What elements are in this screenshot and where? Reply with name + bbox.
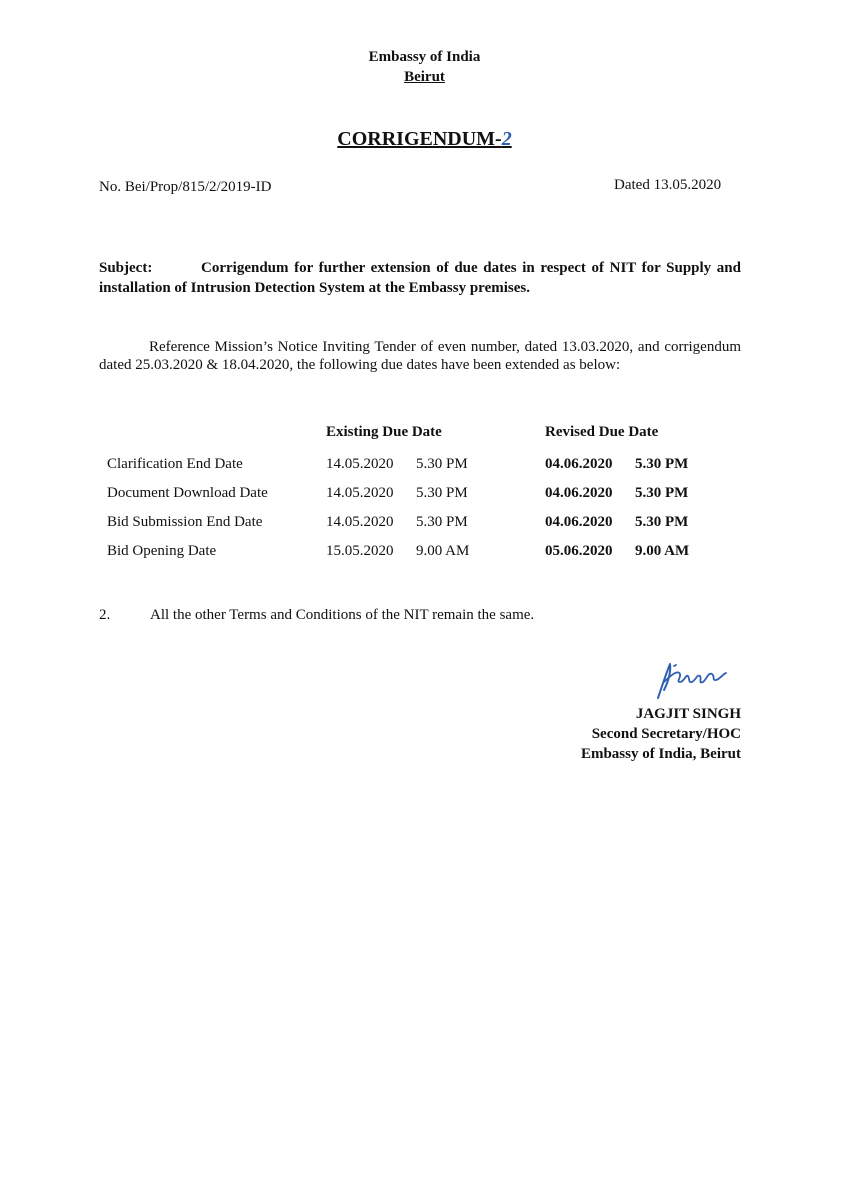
row-label: Bid Submission End Date	[107, 514, 263, 530]
body-paragraph: Reference Mission’s Notice Inviting Tender of even number, dated 13.03.2020, and corrigendum dated 25.03.2020 & 18.04.2020, the following due dates have been extended as below:	[99, 339, 741, 373]
revised-date: 04.06.2020	[545, 456, 613, 472]
revised-time: 5.30 PM	[635, 456, 689, 472]
revised-date: 04.06.2020	[545, 514, 613, 530]
signatory-office: Embassy of India, Beirut	[580, 746, 741, 762]
subject-block	[99, 258, 741, 298]
handwritten-signature	[650, 652, 730, 702]
header-existing-due-date: Existing Due Date	[326, 424, 442, 440]
signatory-name: JAGJIT SINGH	[635, 706, 741, 722]
existing-date: 15.05.2020	[326, 543, 394, 559]
revised-time: 5.30 PM	[635, 485, 689, 501]
revised-date: 05.06.2020	[545, 543, 613, 559]
revised-date: 04.06.2020	[545, 485, 613, 501]
title-main: CORRIGENDUM-	[337, 128, 502, 150]
reference-number: No. Bei/Prop/815/2/2019-ID	[99, 179, 272, 195]
revised-time: 5.30 PM	[635, 514, 689, 530]
row-label: Document Download Date	[107, 485, 268, 501]
row-label: Bid Opening Date	[107, 543, 217, 559]
document-title	[0, 128, 849, 151]
existing-time: 5.30 PM	[416, 514, 468, 530]
document-date: Dated 13.05.2020	[614, 177, 722, 193]
header-revised-due-date: Revised Due Date	[545, 424, 659, 440]
revised-time: 9.00 AM	[635, 543, 690, 559]
embassy-city: Beirut	[404, 69, 445, 85]
existing-date: 14.05.2020	[326, 456, 394, 472]
signatory-designation: Second Secretary/HOC	[591, 726, 741, 742]
existing-date: 14.05.2020	[326, 485, 394, 501]
existing-time: 5.30 PM	[416, 456, 468, 472]
existing-time: 9.00 AM	[416, 543, 470, 559]
embassy-name: Embassy of India	[368, 49, 481, 65]
title-handwritten-number: 2	[501, 128, 512, 150]
subject-label: Subject:	[99, 260, 153, 276]
existing-time: 5.30 PM	[416, 485, 468, 501]
existing-date: 14.05.2020	[326, 514, 394, 530]
subject-text: Corrigendum for further extension of due dates in respect of NIT for Supply and installation of Intrusion Detection System at the Embassy premises.	[99, 260, 741, 296]
item-2-number: 2.	[99, 607, 111, 623]
row-label: Clarification End Date	[107, 456, 243, 472]
item-2-text: All the other Terms and Conditions of the NIT remain the same.	[150, 607, 535, 623]
